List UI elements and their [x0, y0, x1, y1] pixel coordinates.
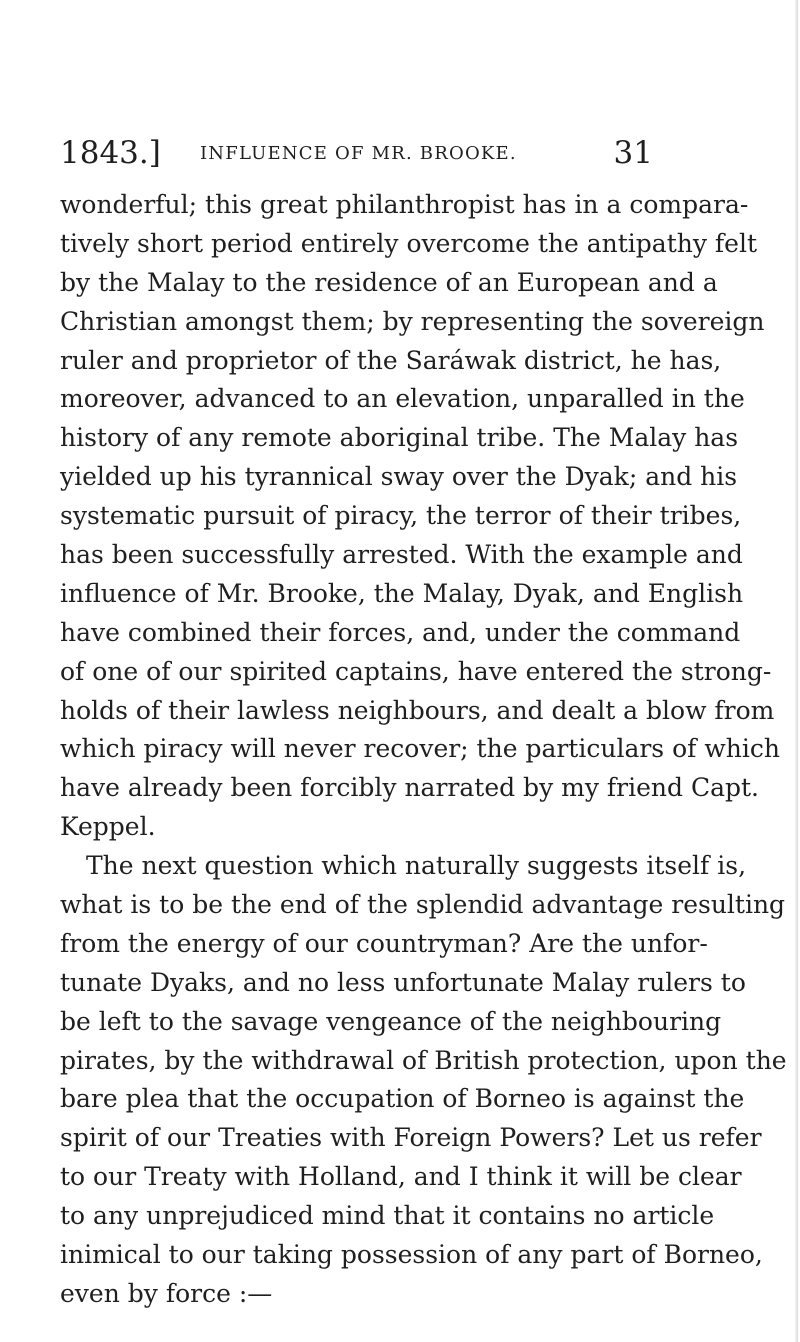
text-line: holds of their lawless neighbours, and dealt a blow from — [60, 695, 775, 725]
text-line: Keppel. — [60, 812, 156, 842]
text-line: be left to the savage vengeance of the neighbouring — [60, 1006, 722, 1036]
text-line: has been successfully arrested. With the example and — [60, 540, 743, 570]
running-head — [60, 136, 653, 180]
text-line: what is to be the end of the splendid advantage resulting — [60, 890, 786, 920]
page-edge-shadow — [795, 0, 798, 1342]
text-line: tively short period entirely overcome the antipathy felt — [60, 228, 758, 258]
text-line: which piracy will never recover; the particulars of which — [60, 734, 780, 764]
text-line: inimical to our taking possession of any part of Borneo, — [60, 1240, 763, 1270]
text-line: have combined their forces, and, under the command — [60, 617, 741, 647]
text-line: by the Malay to the residence of an European and a — [60, 267, 718, 297]
text-line: spirit of our Treaties with Foreign Powers? Let us refer — [60, 1123, 762, 1153]
text-line: even by force :— — [60, 1278, 273, 1308]
text-line: tunate Dyaks, and no less unfortunate Malay rulers to — [60, 967, 746, 997]
text-line: Christian amongst them; by representing the sovereign — [60, 306, 765, 336]
page-number: 31 — [613, 135, 653, 171]
text-line: influence of Mr. Brooke, the Malay, Dyak, and English — [60, 578, 744, 608]
text-line: moreover, advanced to an elevation, unparalled in the — [60, 384, 745, 414]
text-line: to any unprejudiced mind that it contains no article — [60, 1201, 715, 1231]
text-line: bare plea that the occupation of Borneo is against the — [60, 1084, 745, 1114]
text-line: The next question which naturally suggests itself is, — [86, 851, 747, 881]
text-line: to our Treaty with Holland, and I think it will be clear — [60, 1162, 742, 1192]
text-line: from the energy of our countryman? Are the unfor- — [60, 928, 708, 958]
text-line: systematic pursuit of piracy, the terror of their tribes, — [60, 501, 742, 531]
text-line: have already been forcibly narrated by my friend Capt. — [60, 773, 759, 803]
text-line: yielded up his tyrannical sway over the Dyak; and his — [60, 462, 738, 492]
text-line: pirates, by the withdrawal of British protection, upon the — [60, 1045, 787, 1075]
body-text — [60, 186, 787, 1314]
text-line: ruler and proprietor of the Saráwak district, he has, — [60, 345, 722, 375]
text-line: of one of our spirited captains, have entered the strong- — [60, 656, 772, 686]
running-head-year: 1843.] — [60, 135, 161, 171]
text-line: wonderful; this great philanthropist has in a compara- — [60, 190, 749, 219]
running-head-title: INFLUENCE OF MR. BROOKE. — [200, 143, 517, 164]
text-line: history of any remote aboriginal tribe. The Malay has — [60, 423, 739, 453]
